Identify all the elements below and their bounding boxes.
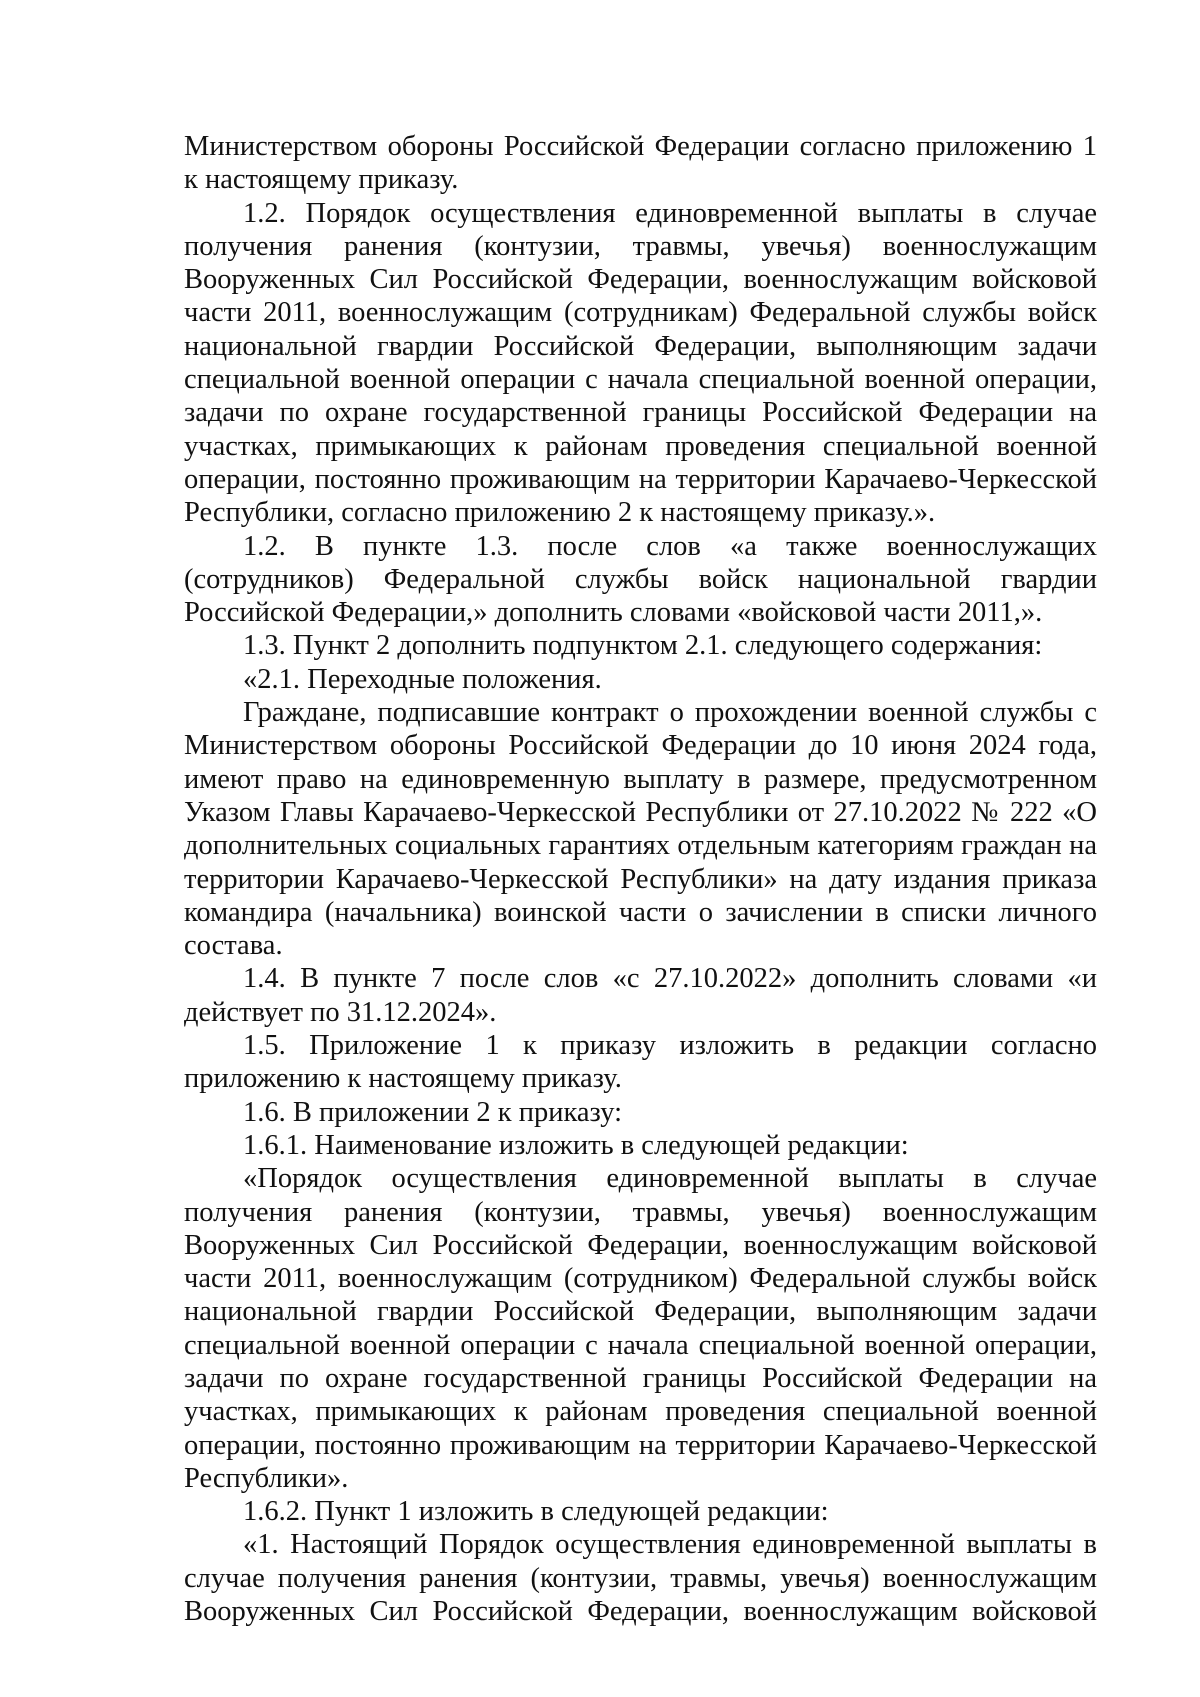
paragraph-continuation: Министерством обороны Российской Федерации согласно приложению 1 к настоящему приказу.: [184, 131, 1097, 196]
paragraph-1-6-2: 1.6.2. Пункт 1 изложить в следующей редакции:: [243, 1496, 829, 1528]
paragraph-1-6-1: 1.6.1. Наименование изложить в следующей редакции:: [243, 1129, 909, 1161]
paragraph-2-1-title: «2.1. Переходные положения.: [243, 663, 602, 695]
paragraph-point-1-new: «1. Настоящий Порядок осуществления единовременной выплаты в случае получения ранения (контузии, травмы, увечья) военнослужащим Вооруженных Сил Российской Федерации, военнослужащим войсковой: [184, 1529, 1097, 1628]
document-body: [184, 130, 1097, 1628]
paragraph-1-6: 1.6. В приложении 2 к приказу:: [243, 1096, 622, 1128]
paragraph-1-3: 1.3. Пункт 2 дополнить подпунктом 2.1. следующего содержания:: [243, 630, 1043, 662]
paragraph-1-4: 1.4. В пункте 7 после слов «с 27.10.2022» дополнить словами «и действует по 31.12.2024».: [184, 963, 1097, 1028]
paragraph-1-2-amendment: 1.2. В пункте 1.3. после слов «а также военнослужащих (сотрудников) Федеральной службы войск национальной гвардии Российской Федерации,» дополнить словами «войсковой части 2011,».: [184, 530, 1097, 629]
paragraph-1-5: 1.5. Приложение 1 к приказу изложить в редакции согласно приложению к настоящему приказу.: [184, 1030, 1097, 1095]
paragraph-new-title: «Порядок осуществления единовременной выплаты в случае получения ранения (контузии, травмы, увечья) военнослужащим Вооруженных Сил Российской Федерации, военнослужащим войсковой части 2011, военнослужащим (сотрудником) Федеральной службы войск национальной гвардии Российской Федерации, выполняющим задачи специальной военной операции с начала специальной военной операции, задачи по охране государственной границы Российской Федерации на участках, примыкающих к районам проведения специальной военной операции, постоянно проживающим на территории Карачаево-Черкесской Республики».: [184, 1163, 1097, 1494]
paragraph-transitional-provisions: Граждане, подписавшие контракт о прохождении военной службы с Министерством обороны Российской Федерации до 10 июня 2024 года, имеют право на единовременную выплату в размере, предусмотренном Указом Главы Карачаево-Черкесской Республики от 27.10.2022 № 222 «О дополнительных социальных гарантиях отдельным категориям граждан на территории Карачаево-Черкесской Республики» на дату издания приказа командира (начальника) воинской части о зачислении в списки личного состава.: [184, 697, 1097, 962]
paragraph-1-2-procedure: 1.2. Порядок осуществления единовременной выплаты в случае получения ранения (контузии, травмы, увечья) военнослужащим Вооруженных Сил Российской Федерации, военнослужащим войсковой части 2011, военнослужащим (сотрудникам) Федеральной службы войск национальной гвардии Российской Федерации, выполняющим задачи специальной военной операции с начала специальной военной операции, задачи по охране государственной границы Российской Федерации на участках, примыкающих к районам проведения специальной военной операции, постоянно проживающим на территории Карачаево-Черкесской Республики, согласно приложению 2 к настоящему приказу.».: [184, 197, 1097, 529]
